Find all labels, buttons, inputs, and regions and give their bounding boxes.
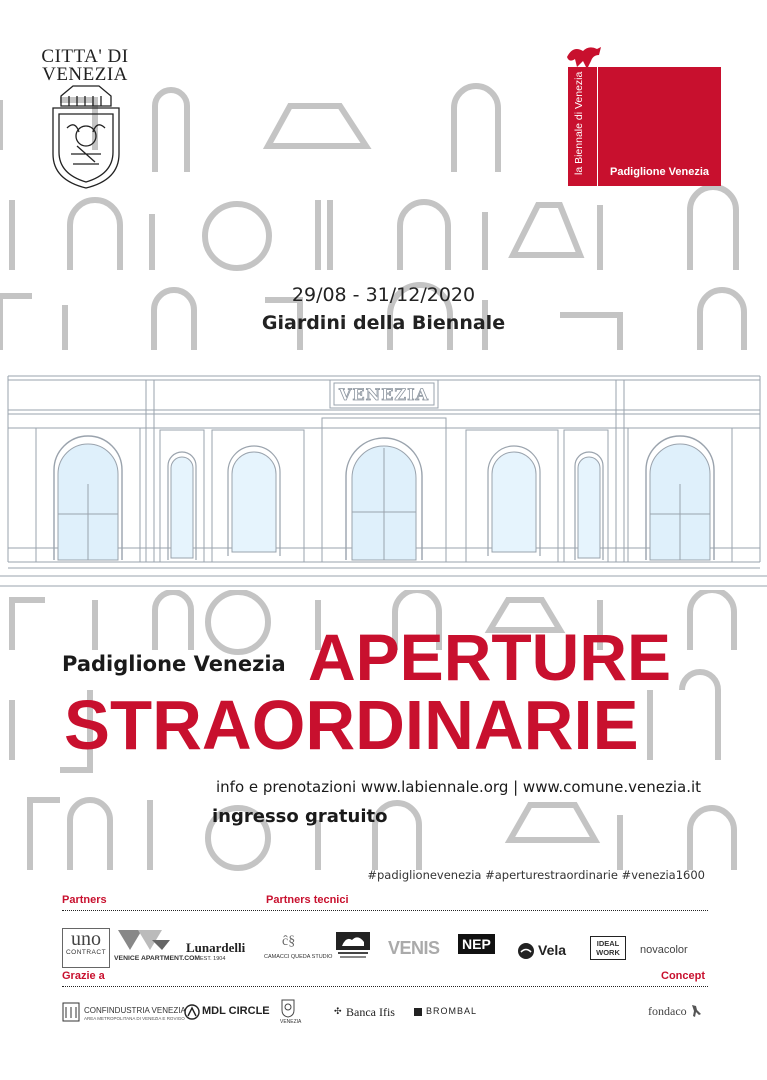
lion-icon — [563, 43, 605, 71]
spirito-animal-icon — [336, 932, 370, 960]
event-dates: 29/08 - 31/12/2020 — [291, 284, 476, 306]
novacolor-logo: novacolor — [640, 944, 688, 956]
tech-partners-label: Partners tecnici — [266, 894, 349, 906]
thanks-label: Grazie a — [62, 970, 105, 982]
italy-map-icon — [690, 1004, 702, 1018]
venice-crest-icon — [47, 84, 125, 190]
brombal-icon — [414, 1008, 422, 1016]
banca-ifis-logo: Banca Ifis — [346, 1005, 395, 1019]
venice-apartment-logo: VENICE APARTMENT.COM — [114, 955, 201, 962]
pavilion-title: Padiglione Venezia — [62, 652, 286, 676]
city-logo-text — [40, 48, 130, 84]
mdl-icon — [184, 1004, 200, 1020]
uno-text: uno — [71, 928, 101, 950]
lunardelli-sub: EST. 1904 — [200, 956, 226, 962]
mdl-circle-logo: MDL CIRCLE — [202, 1005, 270, 1017]
banca-ifis-icon: ✣ — [334, 1006, 342, 1016]
uno-contract-logo — [62, 928, 110, 968]
city-line-1: CITTA' DI — [41, 46, 129, 67]
comune-crest-icon — [280, 998, 296, 1018]
comune-small-logo: VENEZIA — [280, 1019, 302, 1025]
partners-label: Partners — [62, 894, 107, 906]
nep-logo: NEP — [458, 934, 495, 954]
facade-sign: VENEZIA — [338, 385, 429, 404]
brombal-logo: BROMBAL — [426, 1006, 478, 1016]
confindustria-logo: CONFINDUSTRIA VENEZIA — [84, 1006, 186, 1015]
cgs-logo: CAMACCI QUEDA STUDIO — [264, 954, 333, 960]
free-entry: ingresso gratuito — [212, 806, 388, 827]
divider-partners — [62, 910, 708, 911]
concept-label: Concept — [661, 970, 705, 982]
confindustria-sub: AREA METROPOLITANA DI VENEZIA E ROVIGO — [84, 1016, 185, 1021]
vela-logo: Vela — [538, 942, 567, 958]
city-line-2: VENEZIA — [42, 64, 128, 85]
headline-aperture: APERTURE — [308, 620, 672, 694]
cgs-monogram-icon: ĉ§ — [282, 934, 296, 949]
fondaco-logo: fondaco — [648, 1004, 687, 1018]
headline-straordinarie: STRAORDINARIE — [64, 686, 639, 764]
ideal-work-logo: IDEAL WORK — [590, 936, 626, 960]
biennale-vertical-text: la Biennale di Venezia — [573, 71, 585, 175]
hashtags: #padiglionevenezia #aperturestraordinarie #venezia1600 — [367, 868, 705, 882]
info-bookings: info e prenotazioni www.labiennale.org | www.comune.venezia.it — [216, 778, 702, 796]
vela-icon — [518, 943, 534, 959]
venis-logo: VENIS — [388, 938, 440, 958]
event-venue: Giardini della Biennale — [261, 312, 506, 334]
divider-thanks — [62, 986, 708, 987]
lunardelli-logo: Lunardelli — [186, 940, 246, 955]
confindustria-icon — [62, 1002, 80, 1022]
venice-apartment-icon — [116, 928, 172, 952]
biennale-pavilion-label: Padiglione Venezia — [610, 166, 710, 178]
contract-text: CONTRACT — [65, 949, 107, 956]
